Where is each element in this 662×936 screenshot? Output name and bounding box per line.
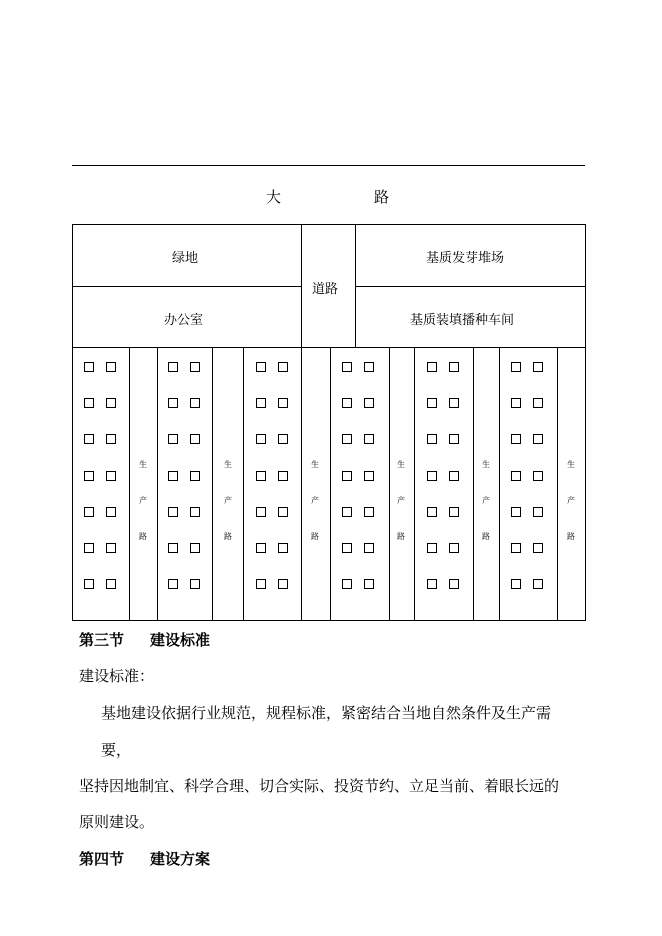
seedbed-square [511,362,521,372]
seedbed-square [256,398,266,408]
seedbed-square [168,507,178,517]
seedbed-square [106,471,116,481]
seedbed-square [511,579,521,589]
main-road-label-2: 路 [374,188,390,206]
seedbed-square [84,543,94,553]
road-column-left-edge [301,224,302,348]
seedbed-square [427,398,437,408]
road-label: 道路 [312,282,339,297]
seedbed-square [256,543,266,553]
seedbed-square [190,471,200,481]
section4-title: 建设方案 [150,850,211,868]
grid-vline [499,347,500,621]
seedbed-square [256,579,266,589]
seedbed-square [106,362,116,372]
divider-right-mid [355,286,586,287]
section3-para-line4: 原则建设。 [79,813,155,831]
seedbed-square [533,434,543,444]
seedbed-square [533,507,543,517]
seedbed-square [190,398,200,408]
seedbed-square [533,362,543,372]
seedbed-square [106,507,116,517]
seedbed-square [511,471,521,481]
seedbed-square [511,398,521,408]
seedbed-square [364,507,374,517]
lane-char: 产 [397,496,405,505]
lane-char: 生 [397,460,405,469]
grid-vline [414,347,415,621]
seedbed-square [106,543,116,553]
seedbed-square [533,579,543,589]
section3-para-line2: 要， [101,741,132,759]
seedbed-square [449,434,459,444]
lane-char: 产 [139,496,147,505]
office-label: 办公室 [164,313,204,328]
seedbed-square [364,579,374,589]
section3-title: 建设标准 [150,631,211,649]
seedbed-square [256,471,266,481]
lane-char: 路 [311,532,319,541]
seedbed-square [190,579,200,589]
seedbed-square [190,543,200,553]
seedbed-square [84,471,94,481]
seedbed-square [256,507,266,517]
seedbed-square [84,507,94,517]
seedbed-square [168,398,178,408]
seedbed-square [278,507,288,517]
seedbed-square [364,471,374,481]
seedbed-square [168,434,178,444]
seedbed-square [168,579,178,589]
seedbed-square [84,434,94,444]
section3-number: 第三节 [79,631,125,649]
seedbed-square [427,579,437,589]
section4-heading [79,848,210,869]
seedbed-square [364,543,374,553]
green-area-label: 绿地 [172,251,199,266]
seedbed-square [256,362,266,372]
lane-char: 生 [311,460,319,469]
seedbed-square [449,507,459,517]
seedbed-square [342,579,352,589]
lane-char: 生 [482,460,490,469]
grid-vline [301,347,302,621]
lane-char: 产 [482,496,490,505]
lane-char: 产 [567,496,575,505]
lane-char: 生 [139,460,147,469]
seedbed-square [449,362,459,372]
grid-vline [129,347,130,621]
seedbed-square [427,362,437,372]
grid-vline [557,347,558,621]
grid-vline [473,347,474,621]
seedbed-square [190,362,200,372]
seedbed-square [449,579,459,589]
seedbed-square [106,398,116,408]
germination-yard-label: 基质发芽堆场 [426,251,505,266]
seedbed-square [190,507,200,517]
road-column-right-edge [355,224,356,348]
seedbed-square [342,434,352,444]
lane-char: 生 [567,460,575,469]
lane-char: 路 [567,532,575,541]
seedbed-square [364,434,374,444]
seedbed-square [106,579,116,589]
grid-vline [243,347,244,621]
seedbed-square [364,362,374,372]
seedbed-square [511,507,521,517]
seedbed-square [342,398,352,408]
section3-heading [79,629,210,650]
seedbed-square [449,471,459,481]
seedbed-square [278,362,288,372]
section4-number: 第四节 [79,850,125,868]
seedbed-square [278,579,288,589]
divider-left-mid [72,286,302,287]
seedbed-square [427,471,437,481]
lane-char: 路 [224,532,232,541]
seedbed-square [106,434,116,444]
seedbed-square [84,398,94,408]
seedbed-square [364,398,374,408]
lane-char: 路 [139,532,147,541]
seedbed-square [511,543,521,553]
seedbed-square [449,543,459,553]
lane-char: 产 [311,496,319,505]
main-road-label-1: 大 [266,188,282,206]
seedbed-square [168,471,178,481]
seedbed-square [342,362,352,372]
top-rule [72,165,585,166]
seedbed-square [533,543,543,553]
seedbed-square [342,507,352,517]
seedbed-square [342,471,352,481]
section3-para-line3: 坚持因地制宜、科学合理、切合实际、投资节约、立足当前、着眼长远的 [79,777,560,795]
section3-para-line1: 基地建设依据行业规范，规程标准，紧密结合当地自然条件及生产需 [101,704,552,722]
seedbed-square [533,471,543,481]
grid-vline [212,347,213,621]
seedbed-square [427,434,437,444]
lane-char: 路 [397,532,405,541]
grid-vline [330,347,331,621]
lane-char: 路 [482,532,490,541]
seedbed-square [168,543,178,553]
seedbed-square [84,579,94,589]
seedbed-square [427,507,437,517]
grid-vline [157,347,158,621]
seedbed-square [278,543,288,553]
seeding-workshop-label: 基质装填播种车间 [410,313,515,328]
seedbed-square [190,434,200,444]
seedbed-square [342,543,352,553]
seedbed-square [84,362,94,372]
seedbed-square [533,398,543,408]
seedbed-square [427,543,437,553]
seedbed-square [168,362,178,372]
seedbed-square [256,434,266,444]
divider-top-blocks-bottom [72,347,586,348]
seedbed-square [278,471,288,481]
grid-vline [389,347,390,621]
lane-char: 产 [224,496,232,505]
seedbed-square [511,434,521,444]
section3-subtitle: 建设标准： [79,667,155,685]
seedbed-square [278,398,288,408]
seedbed-square [449,398,459,408]
seedbed-square [278,434,288,444]
lane-char: 生 [224,460,232,469]
